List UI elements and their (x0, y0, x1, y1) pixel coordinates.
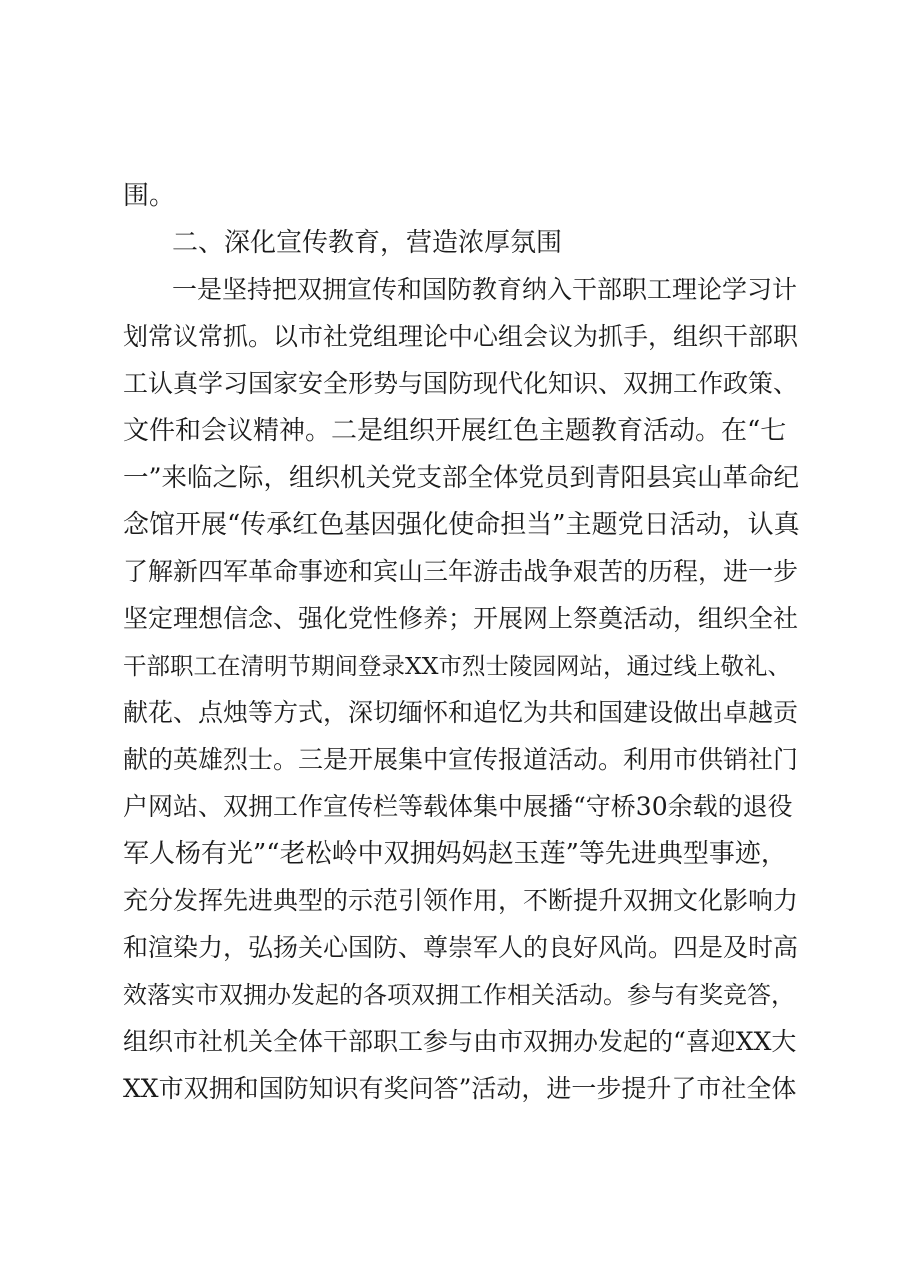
text-line: 户网站、双拥工作宣传栏等载体集中展播“守桥30余载的退役 (123, 792, 793, 821)
text-line: 一”来临之际，组织机关党支部全体党员到青阳县宾山革命纪 (123, 463, 800, 493)
text-line: 工认真学习国家安全形势与国防现代化知识、双拥工作政策、 (123, 369, 799, 398)
text-line: 念馆开展“传承红色基因强化使命担当”主题党日活动，认真 (123, 510, 800, 540)
text-line: 坚定理想信念、强化党性修养；开展网上祭奠活动，组织全社 (123, 604, 799, 633)
text-line: 组织市社机关全体干部职工参与由市双拥办发起的“喜迎XX大 (123, 1027, 797, 1056)
text-line: 效落实市双拥办发起的各项双拥工作相关活动。参与有奖竞答， (123, 981, 795, 1009)
text-line: 一是坚持把双拥宣传和国防教育纳入干部职工理论学习计 (172, 275, 798, 304)
text-line: 和渲染力，弘扬关心国防、尊崇军人的良好风尚。四是及时高 (123, 933, 799, 962)
text-line: 围。 (123, 181, 176, 211)
text-line: 了解新四军革命事迹和宾山三年游击战争艰苦的历程，进一步 (123, 557, 799, 586)
text-line: 文件和会议精神。二是组织开展红色主题教育活动。在“七 (123, 416, 787, 446)
text-line: XX市双拥和国防知识有奖问答”活动，进一步提升了市社全体 (123, 1074, 797, 1103)
text-line: 军人杨有光”“老松岭中双拥妈妈赵玉莲”等先进典型事迹， (123, 839, 787, 869)
section-heading: 二、深化宣传教育，营造浓厚氛围 (172, 228, 563, 258)
text-line: 干部职工在清明节期间登录XX市烈士陵园网站，通过线上敬礼、 (123, 652, 791, 680)
text-line: 充分发挥先进典型的示范引领作用，不断提升双拥文化影响力 (123, 886, 799, 915)
text-line: 献的英雄烈士。三是开展集中宣传报道活动。利用市供销社门 (123, 745, 799, 774)
text-line: 献花、点烛等方式，深切缅怀和追忆为共和国建设做出卓越贡 (123, 698, 799, 727)
text-line: 划常议常抓。以市社党组理论中心组会议为抓手，组织干部职 (123, 322, 799, 351)
